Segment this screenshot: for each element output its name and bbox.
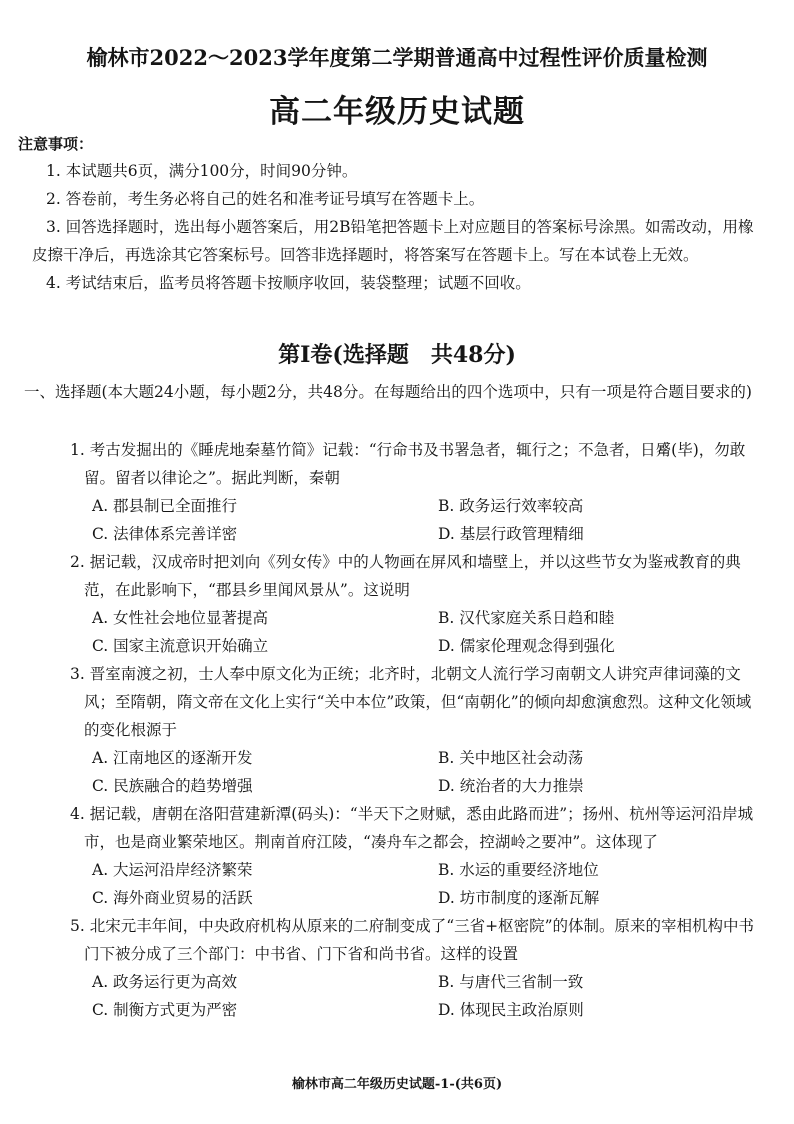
option-a: A. 江南地区的逐渐开发 <box>92 749 253 767</box>
option-grid <box>92 744 760 800</box>
option-a: A. 政务运行更为高效 <box>92 973 238 991</box>
part-intro: 一、选择题(本大题24小题，每小题2分，共48分。在每题给出的四个选项中，只有一项是符合题目要求的) <box>24 383 752 401</box>
notice-item-2: 2. 答卷前，考生务必将自己的姓名和准考证号填写在答题卡上。 <box>46 190 485 208</box>
question-stem: 5. 北宋元丰年间，中央政府机构从原来的二府制变成了“三省+枢密院”的体制。原来的宰相机构中书门下被分成了三个部门：中书省、门下省和尚书省。这样的设置 <box>70 917 755 963</box>
option-d: D. 基层行政管理精细 <box>438 525 584 543</box>
question-stem: 3. 晋室南渡之初，士人奉中原文化为正统；北齐时，北朝文人流行学习南朝文人讲究声律词藻的文风；至隋朝，隋文帝在文化上实行“关中本位”政策，但“南朝化”的倾向却愈演愈烈。这种文化领域的变化根源于 <box>70 665 752 739</box>
option-grid <box>92 968 760 1024</box>
option-b: B. 与唐代三省制一致 <box>438 973 584 991</box>
question-2 <box>70 548 760 660</box>
option-c: C. 法律体系完善详密 <box>92 525 238 543</box>
section-title-left: 第Ⅰ卷(选择题 <box>278 342 409 368</box>
question-4 <box>70 800 760 912</box>
option-grid <box>92 856 760 912</box>
option-grid <box>92 492 760 548</box>
notice-item-4: 4. 考试结束后，监考员将答题卡按顺序收回，装袋整理；试题不回收。 <box>46 274 531 292</box>
section-title <box>0 338 794 369</box>
notice-item-3: 3. 回答选择题时，选出每小题答案后，用2B铅笔把答题卡上对应题目的答案标号涂黑。如需改动，用橡皮擦干净后，再选涂其它答案标号。回答非选择题时，将答案写在答题卡上。写在本试卷上无效。 <box>32 218 754 264</box>
option-b: B. 水运的重要经济地位 <box>438 861 599 879</box>
option-grid <box>92 604 760 660</box>
section-title-right: 共48分) <box>430 342 516 368</box>
option-b: B. 政务运行效率较高 <box>438 497 584 515</box>
question-stem: 2. 据记载，汉成帝时把刘向《列女传》中的人物画在屏风和墙壁上，并以这些节女为鉴戒教育的典范，在此影响下，“郡县乡里闻风景从”。这说明 <box>70 553 741 599</box>
option-c: C. 制衡方式更为严密 <box>92 1001 238 1019</box>
option-d: D. 坊市制度的逐渐瓦解 <box>438 889 600 907</box>
option-d: D. 统治者的大力推崇 <box>438 777 584 795</box>
option-a: A. 郡县制已全面推行 <box>92 497 238 515</box>
option-c: C. 国家主流意识开始确立 <box>92 637 269 655</box>
question-1 <box>70 436 760 548</box>
exam-header-title: 榆林市2022～2023学年度第二学期普通高中过程性评价质量检测 <box>86 45 708 70</box>
option-d: D. 儒家伦理观念得到强化 <box>438 637 615 655</box>
option-b: B. 关中地区社会动荡 <box>438 749 584 767</box>
option-a: A. 女性社会地位显著提高 <box>92 609 269 627</box>
notice-item-1: 1. 本试题共6页，满分100分，时间90分钟。 <box>46 162 358 180</box>
question-5 <box>70 912 760 1024</box>
question-list <box>70 436 760 1024</box>
question-3 <box>70 660 760 800</box>
option-d: D. 体现民主政治原则 <box>438 1001 584 1019</box>
notice-heading: 注意事项： <box>18 135 94 153</box>
notice-list <box>32 157 754 297</box>
paper-title: 高二年级历史试题 <box>269 94 525 130</box>
page-footer: 榆林市高二年级历史试题-1-(共6页) <box>291 1077 503 1092</box>
option-c: C. 民族融合的趋势增强 <box>92 777 253 795</box>
question-stem: 4. 据记载，唐朝在洛阳营建新潭(码头)：“半天下之财赋，悉由此路而进”；扬州、杭州等运河沿岸城市，也是商业繁荣地区。荆南首府江陵，“凑舟车之都会，控湖岭之要冲”。这体现了 <box>70 805 754 851</box>
option-a: A. 大运河沿岸经济繁荣 <box>92 861 253 879</box>
option-c: C. 海外商业贸易的活跃 <box>92 889 253 907</box>
question-stem: 1. 考古发掘出的《睡虎地秦墓竹简》记载：“行命书及书署急者，辄行之；不急者，日觱(毕)，勿敢留。留者以律论之”。据此判断，秦朝 <box>70 441 746 487</box>
option-b: B. 汉代家庭关系日趋和睦 <box>438 609 615 627</box>
